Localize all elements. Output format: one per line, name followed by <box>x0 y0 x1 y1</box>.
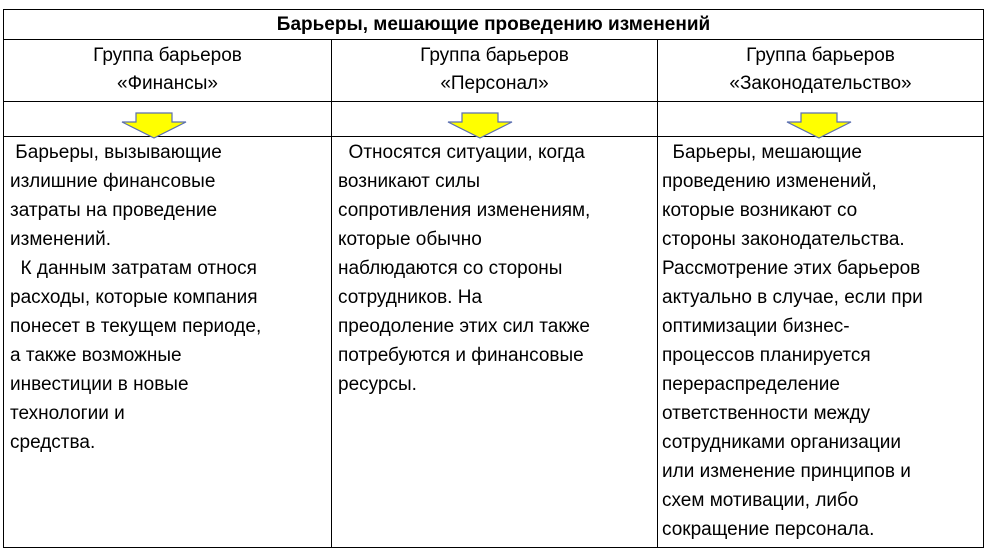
header-finance <box>4 42 331 102</box>
column-divider <box>331 40 332 547</box>
column-divider <box>657 40 658 547</box>
header-personnel-line2: «Персонал» <box>440 73 549 94</box>
header-legislation <box>658 42 983 102</box>
header-finance-line2: «Финансы» <box>117 73 218 94</box>
down-arrow-icon <box>440 112 520 140</box>
down-arrow-icon <box>779 112 859 140</box>
header-personnel-line1: Группа барьеров <box>420 45 569 66</box>
description-personnel: Относятся ситуации, когда возникают силы сопротивления изменениям, которые обычно наблюдаются со стороны сотрудников. На преодоление этих сил также потребуются и финансовые ресурсы. <box>338 142 591 395</box>
down-arrow-icon <box>114 112 194 140</box>
header-finance-line1: Группа барьеров <box>93 45 242 66</box>
header-personnel <box>332 42 657 102</box>
description-finance: Барьеры, вызывающие излишние финансовые затраты на проведение изменений. К данным затратам относя расходы, которые компания понесет в текущем периоде, а также возможные инвестиции в новые технологии и средства. <box>10 142 262 453</box>
table-title: Барьеры, мешающие проведению изменений <box>4 10 983 40</box>
header-legislation-line2: «Законодательство» <box>729 73 912 94</box>
description-legislation: Барьеры, мешающие проведению изменений, которые возникают со стороны законодательства. Рассмотрение этих барьеров актуально в случае, если при оптимизации бизнес- процессов планируется перераспределение ответственности между сотрудниками организации или изменение принципов и схем мотивации, либо сокращение персонала. <box>662 142 923 540</box>
header-legislation-line1: Группа барьеров <box>746 45 895 66</box>
barriers-table <box>3 9 984 548</box>
